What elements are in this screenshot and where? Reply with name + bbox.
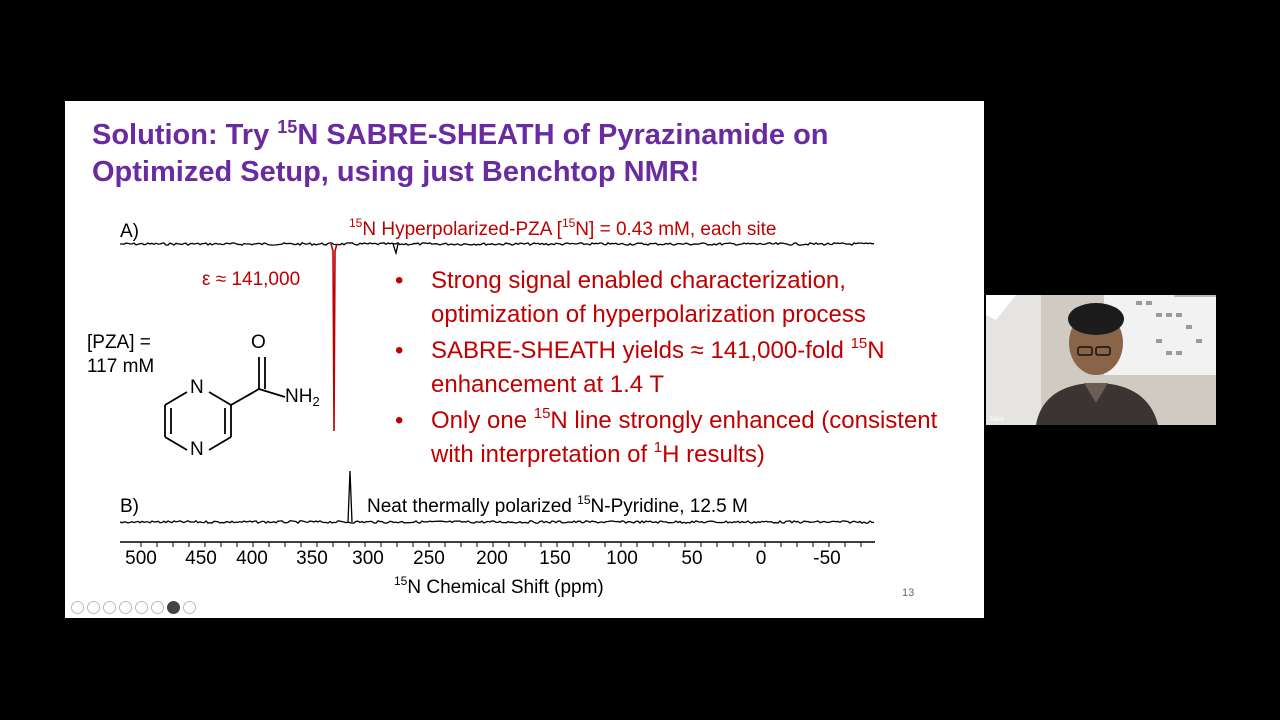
- see-all-slides-button[interactable]: [119, 601, 132, 614]
- x-tick-label: 300: [352, 548, 384, 569]
- pyridine-reference-label: Neat thermally polarized $^{15}$N-Pyridine, 12.5 M: [367, 493, 748, 517]
- slide-page-number: 13: [902, 587, 915, 599]
- oxygen-atom: O: [251, 332, 266, 353]
- x-tick-label: -50: [813, 548, 841, 569]
- webcam-feed: [986, 295, 1216, 425]
- label-a: A): [120, 221, 139, 242]
- label-b: B): [120, 496, 139, 517]
- x-axis-label: $^{15}$N Chemical Shift (ppm): [394, 574, 604, 598]
- title-text-1: Solution: Try: [92, 119, 278, 151]
- subtitles-button[interactable]: [151, 601, 164, 614]
- ring-nitrogen-1: N: [190, 377, 204, 398]
- slideshow-toolbar: [71, 601, 196, 614]
- x-tick-label: 450: [185, 548, 217, 569]
- previous-slide-button[interactable]: [71, 601, 84, 614]
- bullet-item: • Only one $^{15}$N line strongly enhanced (consistent with interpretation of $^1$H results): [395, 405, 938, 468]
- title-text-2: N SABRE-SHEATH of Pyrazinamide on Optimized Setup, using just Benchtop NMR!: [92, 119, 829, 188]
- x-tick-label: 150: [539, 548, 571, 569]
- more-options-button[interactable]: [183, 601, 196, 614]
- participant-name: Zahid: [989, 417, 1005, 423]
- title-sup: 15: [277, 117, 298, 137]
- x-tick-label: 0: [755, 548, 767, 569]
- x-tick-label: 250: [413, 548, 445, 569]
- zoom-button[interactable]: [135, 601, 148, 614]
- amide-group: $NH_2$: [285, 386, 320, 409]
- x-tick-label: 350: [296, 548, 328, 569]
- bullet-list: [395, 264, 955, 474]
- camera-button[interactable]: [167, 601, 180, 614]
- ring-nitrogen-4: N: [190, 439, 204, 460]
- x-tick-label: 50: [681, 548, 703, 569]
- presentation-slide: [65, 101, 984, 618]
- enhancement-factor: ε ≈ 141,000: [202, 269, 301, 290]
- x-tick-label: 200: [476, 548, 508, 569]
- pza-concentration: [PZA] = 117 mM: [87, 332, 155, 377]
- bullet-item: • Strong signal enabled characterization, optimization of hyperpolarization process: [395, 267, 866, 328]
- bullet-item: • SABRE-SHEATH yields ≈ 141,000-fold $^{15}$N enhancement at 1.4 T: [395, 335, 885, 398]
- pen-tool-button[interactable]: [103, 601, 116, 614]
- next-slide-button[interactable]: [87, 601, 100, 614]
- x-tick-label: 500: [125, 548, 157, 569]
- x-tick-label: 100: [606, 548, 638, 569]
- hyperpolarized-label: $^{15}$N Hyperpolarized-PZA [$^{15}$N] = 0.43 mM, each site: [349, 216, 777, 240]
- webcam-video-tile: [986, 295, 1216, 425]
- x-tick-label: 400: [236, 548, 268, 569]
